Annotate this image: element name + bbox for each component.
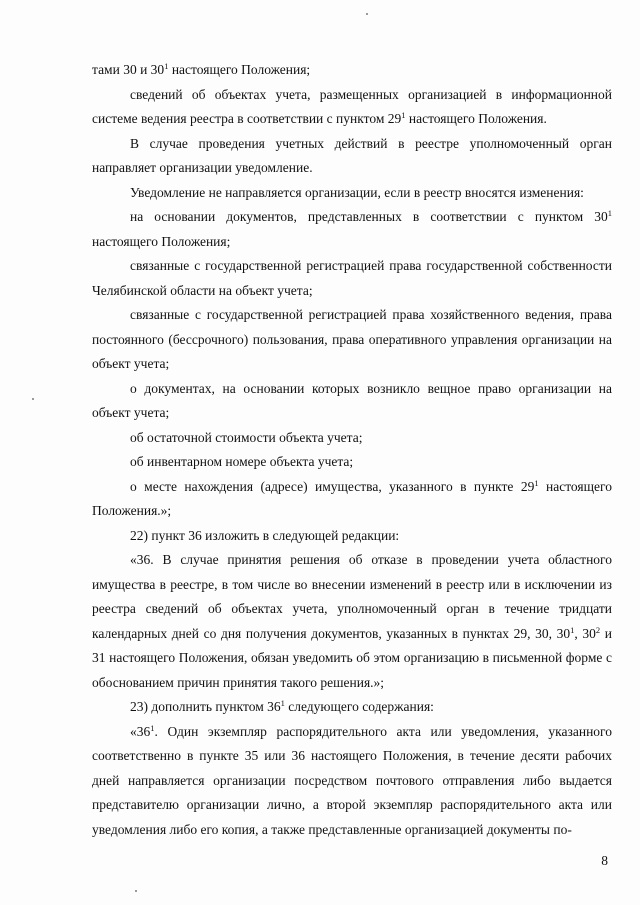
text-run: тами 30 и 30	[92, 62, 165, 77]
text-run: «36	[130, 723, 151, 739]
text-run: о месте нахождения (адресе) имущества, указанного в пункте 29	[130, 478, 535, 494]
paragraph	[92, 58, 612, 83]
text-run: настоящего Положения.	[405, 111, 547, 126]
text-run: настоящего Положения.»;	[92, 478, 612, 518]
scan-speck	[32, 398, 34, 400]
document-body	[92, 58, 612, 842]
superscript-index: 1	[401, 110, 406, 120]
text-run: . Один экземпляр распорядительного акта или уведомления, указанного соответственно в пункте 35 или 36 настоящего Положения, в течение десяти рабочих дней направляется организации посредством почтового отправления либо выдается представителю организации лично, а второй экземпляр распорядительного акта или уведомления либо его копия, а также представленные организацией документы по-	[92, 723, 612, 837]
paragraph	[92, 426, 612, 451]
superscript-index: 2	[595, 624, 601, 635]
paragraph	[92, 475, 612, 524]
paragraph	[92, 548, 612, 695]
scan-speck	[135, 890, 137, 892]
superscript-index: 1	[164, 61, 169, 71]
text-run: Уведомление не направляется организации, если в реестр вносятся изменения:	[130, 184, 584, 200]
superscript-index: 1	[570, 624, 575, 635]
text-run: настоящего Положения;	[168, 62, 311, 77]
paragraph	[92, 450, 612, 475]
text-run: сведений об объектах учета, размещенных организацией в информационной системе ведения реестра в соответствии с пунктом 29	[92, 86, 612, 126]
text-run: , 30	[574, 625, 596, 641]
text-run: и 31 настоящего Положения, обязан уведомить об этом организацию в письменной форме с обоснованием причин принятия такого решения.»;	[92, 625, 612, 690]
paragraph	[92, 83, 612, 132]
paragraph	[92, 303, 612, 377]
text-run: о документах, на основании которых возникло вещное право организации на объект учета;	[92, 380, 612, 420]
text-run: на основании документов, представленных в соответствии с пунктом 30	[130, 209, 608, 224]
paragraph	[92, 720, 612, 843]
superscript-index: 1	[280, 698, 285, 708]
text-run: связанные с государственной регистрацией права государственной собственности Челябинской области на объект учета;	[92, 258, 612, 298]
paragraph	[92, 695, 612, 720]
page-number: 8	[601, 853, 608, 868]
paragraph	[92, 205, 612, 254]
paragraph	[92, 181, 612, 206]
paragraph	[92, 524, 612, 549]
text-run: следующего содержания:	[284, 699, 434, 714]
scan-speck	[366, 13, 368, 15]
text-run: В случае проведения учетных действий в реестре уполномоченный орган направляет организации уведомление.	[92, 135, 612, 175]
paragraph	[92, 132, 612, 181]
text-run: связанные с государственной регистрацией права хозяйственного ведения, права постоянного (бессрочного) пользования, права оперативного управления организации на объект учета;	[92, 307, 612, 371]
paragraph	[92, 377, 612, 426]
text-run: «36. В случае принятия решения об отказе в проведении учета областного имущества в реестре, в том числе во внесении изменений в реестр или в исключении из реестра сведений об объектах учета, уполномоченный орган в течение тридцати календарных дней со дня получения документов, указанных в пунктах 29, 30, 30	[92, 552, 612, 641]
text-run: 22) пункт 36 изложить в следующей редакции:	[130, 527, 400, 543]
text-run: настоящего Положения;	[92, 233, 231, 249]
superscript-index: 1	[534, 477, 539, 488]
paragraph	[92, 254, 612, 303]
superscript-index: 1	[150, 722, 155, 733]
text-run: 23) дополнить пунктом 36	[130, 699, 281, 714]
text-run: об инвентарном номере объекта учета;	[130, 454, 354, 469]
text-run: об остаточной стоимости объекта учета;	[130, 429, 363, 445]
superscript-index: 1	[607, 208, 612, 218]
